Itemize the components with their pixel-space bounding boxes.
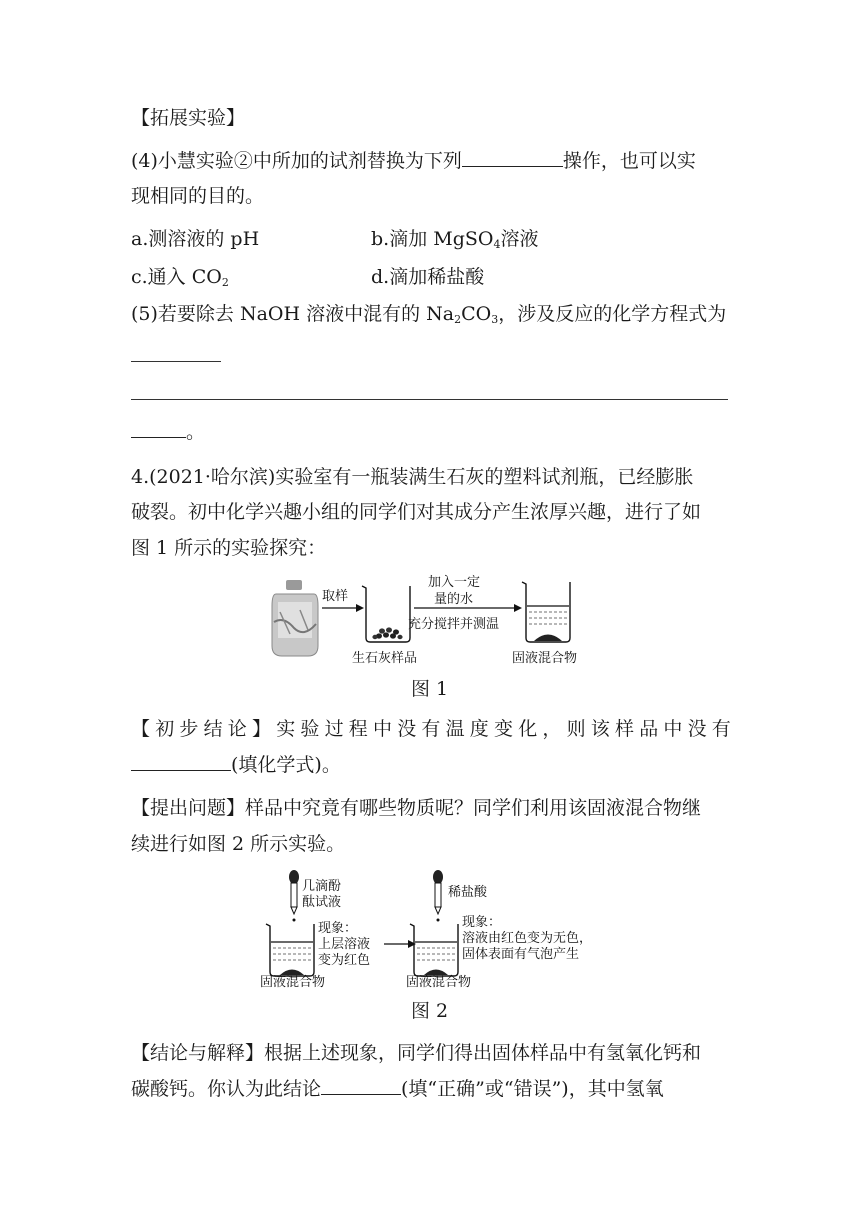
figure-2-caption: 图 2 (411, 1000, 449, 1022)
question-raised-line1: 【提出问题】样品中究竟有哪些物质呢？同学们利用该固液混合物继 (131, 797, 702, 819)
option-c: c.通入 $CO_2$ (131, 266, 229, 289)
preliminary-conclusion-line2: (填化学式)。 (131, 752, 341, 778)
arrow-head (514, 604, 522, 612)
dropper-2-icon (433, 870, 443, 922)
arrow-top-label-1: 加入一定 (428, 575, 481, 590)
beaker-2 (522, 582, 570, 642)
preliminary-conclusion-line1: 【初步结论】实验过程中没有温度变化，则该样品中没有 (131, 718, 737, 740)
conclusion-line2: 碳酸钙。你认为此结论 (填“正确”或“错误”)，其中氢氧 (131, 1078, 664, 1100)
figure-1-diagram (264, 572, 624, 666)
beaker2-label: 固液混合物 (512, 651, 578, 666)
beaker1-label: 生石灰样品 (352, 651, 418, 666)
step-label: 取样 (322, 589, 349, 604)
dropper1-label-1: 几滴酚 (302, 879, 342, 894)
reagent-bottle-icon (272, 580, 318, 656)
obs1-line1: 上层溶液 (318, 937, 371, 952)
conclusion-line1: 【结论与解释】根据上述现象，同学们得出固体样品中有氢氧化钙和 (131, 1042, 702, 1064)
q4-text-line2: 现相同的目的。 (131, 185, 265, 207)
obs2-line2: 固体表面有气泡产生 (462, 947, 580, 962)
beaker-2 (410, 924, 458, 976)
obs2-line1: 溶液由红色变为无色， (462, 931, 593, 946)
answer-blank[interactable] (462, 148, 563, 167)
obs1-title: 现象： (318, 921, 358, 936)
beaker1-label: 固液混合物 (260, 975, 326, 988)
figure-1-caption: 图 1 (411, 678, 449, 700)
q4-intro-line1: 4.(2021·哈尔滨)实验室有一瓶装满生石灰的塑料试剂瓶，已经膨胀 (131, 466, 694, 488)
arrow-head (408, 940, 416, 948)
beaker2-label: 固液混合物 (406, 975, 472, 988)
option-d: d.滴加稀盐酸 (371, 266, 485, 288)
arrow-top-label-2: 量的水 (434, 592, 474, 607)
answer-blank[interactable] (321, 1076, 401, 1095)
option-b: b.滴加 MgSO$_4$溶液 (371, 228, 539, 251)
answer-line-3: 。 (131, 419, 205, 445)
beaker-1 (266, 924, 314, 976)
arrow-bottom-label: 充分搅拌并测温 (408, 617, 500, 632)
q4-text-part1: (4)小慧实验②中所加的试剂替换为下列 (131, 150, 462, 172)
beaker-1 (362, 586, 410, 642)
obs1-line2: 变为红色 (318, 953, 371, 968)
q4-intro-line3: 图 1 所示的实验探究： (131, 537, 327, 559)
answer-blank[interactable] (131, 752, 231, 771)
dropper1-label-2: 酞试液 (302, 895, 342, 910)
answer-blank[interactable] (131, 419, 186, 438)
option-a: a.测溶液的 pH (131, 228, 260, 250)
section-heading-extension: 【拓展实验】 (131, 107, 246, 129)
dropper2-label: 稀盐酸 (448, 885, 488, 900)
question-raised-line2: 续进行如图 2 所示实验。 (131, 833, 346, 855)
answer-line-2[interactable] (131, 399, 728, 400)
question-5-text: (5)若要除去 NaOH 溶液中混有的 $Na_2CO_3$，涉及反应的化学方程式为 (131, 303, 727, 326)
answer-line-1[interactable] (131, 361, 221, 362)
q4-intro-line2: 破裂。初中化学兴趣小组的同学们对其成分产生浓厚兴趣，进行了如 (131, 501, 702, 523)
q4-text-part2: 操作，也可以实 (562, 150, 696, 172)
obs2-title: 现象： (462, 915, 502, 930)
dropper-1-icon (289, 870, 299, 922)
figure-2-diagram (260, 868, 620, 988)
question-4-text (131, 148, 696, 174)
arrow-head (356, 604, 364, 612)
